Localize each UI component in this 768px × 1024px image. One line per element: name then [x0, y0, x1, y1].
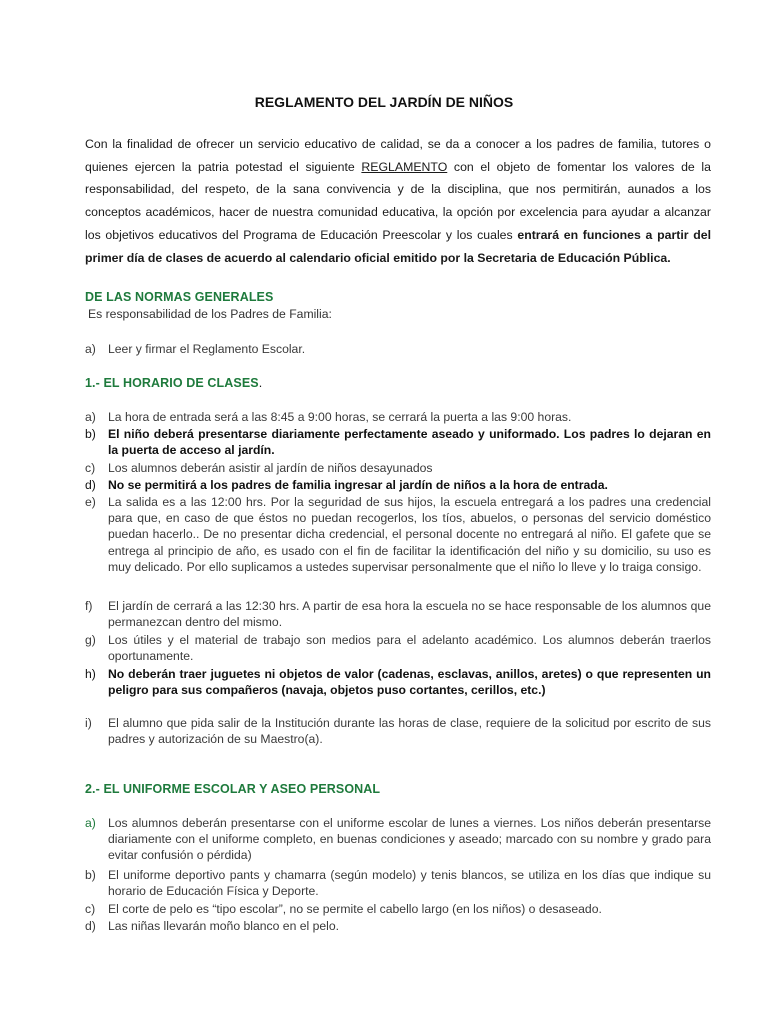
- intro-bold-text: entrará en funciones a partir del primer día de clases de acuerdo al calendario oficial emitido por la Secretaria de Educación Pública.: [85, 227, 711, 265]
- page-title: REGLAMENTO DEL JARDÍN DE NIÑOS: [254, 94, 514, 110]
- list-item-text: No deberán traer juguetes ni objetos de valor (cadenas, esclavas, anillos, aretes) o que representen un peligro para sus compañeros (navaja, objetos puso cortantes, cerillos, etc.): [108, 667, 711, 698]
- list-item: [85, 867, 711, 899]
- list-item-text: El uniforme deportivo pants y chamarra (según modelo) y tenis blancos, se utiliza en los días que indique su horario de Educación Física y Deporte.: [108, 868, 711, 899]
- list-item-text: Las niñas llevarán moño blanco en el pelo.: [108, 919, 340, 933]
- list-item: [85, 341, 711, 357]
- list-marker: c): [85, 461, 96, 475]
- list-item: [85, 426, 711, 458]
- list-marker: a): [85, 410, 96, 424]
- heading-horario-clases: [85, 376, 262, 390]
- list-item: [85, 409, 711, 425]
- list-marker: a): [85, 342, 96, 356]
- heading-uniforme-escolar: 2.- EL UNIFORME ESCOLAR Y ASEO PERSONAL: [85, 782, 381, 796]
- list-item-text: La salida es a las 12:00 hrs. Por la seguridad de sus hijos, la escuela entregará a los padres una credencial para que, en caso de que éstos no puedan recogerlos, los tíos, abuelos, o personas del servicio doméstico puedan hacerlo.. De no presentar dicha credencial, el personal docente no entregará al niño. El gafete que se entrega al principio de año, es usado con el fin de facilitar la identificación del niño y su domicilio, su uso es muy delicado. Por ello suplicamos a ustedes supervisar personalmente que el niño lo lleve y lo traiga consigo.: [108, 495, 711, 574]
- list-marker: d): [85, 478, 96, 492]
- normas-subtitle: Es responsabilidad de los Padres de Familia:: [88, 307, 332, 321]
- list-item: [85, 666, 711, 698]
- list-item: [85, 494, 711, 575]
- list-item: [85, 815, 711, 864]
- list-marker: e): [85, 495, 96, 509]
- intro-text-part1: Con la finalidad de ofrecer un servicio educativo de calidad, se da a conocer a los padres de familia, tutores o quienes ejercen la patria potestad el siguiente: [85, 137, 711, 174]
- intro-text-part2: con el objeto de fomentar los valores de la responsabilidad, del respeto, de la sana convivencia y de la disciplina, que nos permitirán, aunados a los conceptos académicos, hacer de nuestra comunidad educativa, la opción por excelencia para ayudar a alcanzar los objetivos educativos del Programa de Educación Preescolar y los cuales: [85, 159, 711, 242]
- list-marker: g): [85, 633, 96, 647]
- list-item-text: El alumno que pida salir de la Institución durante las horas de clase, requiere de la solicitud por escrito de sus padres y autorización de su Maestro(a).: [108, 716, 711, 747]
- list-marker: d): [85, 919, 96, 933]
- list-item: [85, 918, 711, 934]
- intro-paragraph: [85, 133, 711, 269]
- list-marker: b): [85, 868, 96, 882]
- list-marker: a): [85, 816, 96, 830]
- list-item-text: Leer y firmar el Reglamento Escolar.: [108, 342, 306, 356]
- list-item-text: La hora de entrada será a las 8:45 a 9:00 horas, se cerrará la puerta a las 9:00 horas.: [108, 410, 572, 424]
- list-marker: i): [85, 716, 92, 730]
- list-item: [85, 460, 711, 476]
- list-marker: c): [85, 902, 96, 916]
- list-item: [85, 715, 711, 747]
- heading-horario-text: 1.- EL HORARIO DE CLASES: [85, 376, 259, 390]
- list-marker: h): [85, 667, 96, 681]
- list-item: [85, 632, 711, 664]
- list-item-text: Los útiles y el material de trabajo son medios para el adelanto académico. Los alumnos deberán traerlos oportunamente.: [108, 633, 711, 664]
- list-item: [85, 598, 711, 630]
- list-item-text: El corte de pelo es “tipo escolar”, no se permite el cabello largo (en los niños) o desaseado.: [108, 902, 602, 916]
- list-item: [85, 901, 711, 917]
- list-item-text: El niño deberá presentarse diariamente perfectamente aseado y uniformado. Los padres lo dejaran en la puerta de acceso al jardín.: [108, 427, 711, 458]
- list-marker: b): [85, 427, 96, 441]
- list-marker: f): [85, 599, 93, 613]
- heading-horario-period: .: [258, 376, 263, 390]
- list-item-text: El jardín de cerrará a las 12:30 hrs. A partir de esa hora la escuela no se hace responsable de los alumnos que permanezcan dentro del mismo.: [108, 599, 711, 630]
- intro-underlined-word: REGLAMENTO: [361, 159, 448, 174]
- list-item: [85, 477, 711, 493]
- list-item-text: Los alumnos deberán presentarse con el uniforme escolar de lunes a viernes. Los niños deberán presentarse diariamente con el uniforme completo, en buenas condiciones y aseado; marcado con su nombre y grado para evitar confusión o pérdida): [108, 816, 711, 863]
- list-item-text: No se permitirá a los padres de familia ingresar al jardín de niños a la hora de entrada.: [108, 478, 608, 492]
- heading-normas-generales: DE LAS NORMAS GENERALES: [85, 290, 274, 304]
- list-item-text: Los alumnos deberán asistir al jardín de niños desayunados: [108, 461, 433, 475]
